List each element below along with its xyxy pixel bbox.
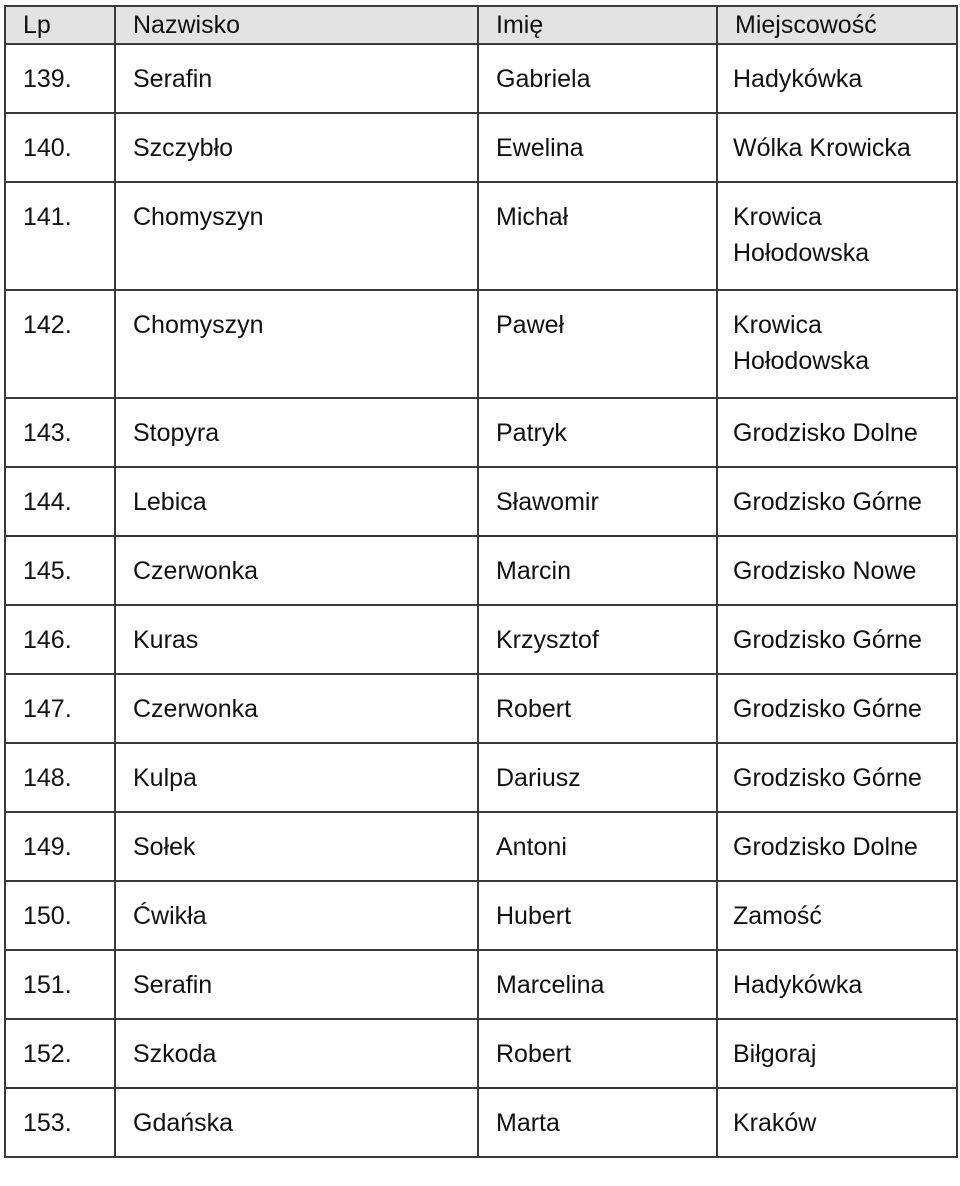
cell-nazwisko: Serafin bbox=[115, 950, 478, 1019]
cell-imie: Antoni bbox=[478, 812, 717, 881]
cell-lp: 152. bbox=[5, 1019, 115, 1088]
cell-nazwisko: Serafin bbox=[115, 44, 478, 113]
cell-imie: Patryk bbox=[478, 398, 717, 467]
cell-imie: Michał bbox=[478, 182, 717, 290]
cell-nazwisko: Gdańska bbox=[115, 1088, 478, 1157]
cell-miejscowosc: Grodzisko Górne bbox=[717, 743, 957, 812]
cell-nazwisko: Czerwonka bbox=[115, 536, 478, 605]
table-row bbox=[5, 743, 957, 812]
cell-miejscowosc: Hadykówka bbox=[717, 950, 957, 1019]
cell-imie: Paweł bbox=[478, 290, 717, 398]
cell-miejscowosc: Grodzisko Górne bbox=[717, 605, 957, 674]
cell-lp: 151. bbox=[5, 950, 115, 1019]
header-imie: Imię bbox=[478, 6, 717, 44]
cell-miejscowosc: Grodzisko Nowe bbox=[717, 536, 957, 605]
cell-miejscowosc: Biłgoraj bbox=[717, 1019, 957, 1088]
cell-lp: 146. bbox=[5, 605, 115, 674]
table-row bbox=[5, 182, 957, 290]
cell-imie: Marcin bbox=[478, 536, 717, 605]
cell-imie: Marta bbox=[478, 1088, 717, 1157]
cell-lp: 141. bbox=[5, 182, 115, 290]
cell-nazwisko: Stopyra bbox=[115, 398, 478, 467]
cell-lp: 140. bbox=[5, 113, 115, 182]
cell-miejscowosc: Hadykówka bbox=[717, 44, 957, 113]
cell-lp: 143. bbox=[5, 398, 115, 467]
cell-lp: 150. bbox=[5, 881, 115, 950]
cell-lp: 145. bbox=[5, 536, 115, 605]
cell-nazwisko: Kulpa bbox=[115, 743, 478, 812]
table-row bbox=[5, 950, 957, 1019]
cell-imie: Ewelina bbox=[478, 113, 717, 182]
cell-miejscowosc: Grodzisko Górne bbox=[717, 674, 957, 743]
cell-nazwisko: Szczybło bbox=[115, 113, 478, 182]
cell-lp: 144. bbox=[5, 467, 115, 536]
table-row bbox=[5, 536, 957, 605]
cell-imie: Sławomir bbox=[478, 467, 717, 536]
cell-nazwisko: Sołek bbox=[115, 812, 478, 881]
cell-miejscowosc: Grodzisko Górne bbox=[717, 467, 957, 536]
cell-miejscowosc: Krowica Hołodowska bbox=[717, 290, 957, 398]
table-row bbox=[5, 1088, 957, 1157]
cell-imie: Gabriela bbox=[478, 44, 717, 113]
participants-table bbox=[4, 5, 958, 1158]
table-row bbox=[5, 113, 957, 182]
cell-miejscowosc: Kraków bbox=[717, 1088, 957, 1157]
header-row bbox=[5, 6, 957, 44]
header-lp: Lp bbox=[5, 6, 115, 44]
cell-nazwisko: Chomyszyn bbox=[115, 182, 478, 290]
cell-miejscowosc: Krowica Hołodowska bbox=[717, 182, 957, 290]
table-row bbox=[5, 467, 957, 536]
cell-nazwisko: Kuras bbox=[115, 605, 478, 674]
cell-miejscowosc: Wólka Krowicka bbox=[717, 113, 957, 182]
cell-imie: Hubert bbox=[478, 881, 717, 950]
cell-miejscowosc: Zamość bbox=[717, 881, 957, 950]
table-row bbox=[5, 290, 957, 398]
table-row bbox=[5, 605, 957, 674]
table-body bbox=[5, 44, 957, 1157]
table-row bbox=[5, 881, 957, 950]
cell-nazwisko: Chomyszyn bbox=[115, 290, 478, 398]
cell-lp: 142. bbox=[5, 290, 115, 398]
table-row bbox=[5, 1019, 957, 1088]
cell-imie: Krzysztof bbox=[478, 605, 717, 674]
cell-miejscowosc: Grodzisko Dolne bbox=[717, 812, 957, 881]
cell-lp: 149. bbox=[5, 812, 115, 881]
table-row bbox=[5, 44, 957, 113]
header-miejscowosc: Miejscowość bbox=[717, 6, 957, 44]
cell-nazwisko: Szkoda bbox=[115, 1019, 478, 1088]
cell-lp: 139. bbox=[5, 44, 115, 113]
cell-lp: 153. bbox=[5, 1088, 115, 1157]
table-row bbox=[5, 812, 957, 881]
cell-imie: Marcelina bbox=[478, 950, 717, 1019]
header-nazwisko: Nazwisko bbox=[115, 6, 478, 44]
cell-lp: 148. bbox=[5, 743, 115, 812]
table-header bbox=[5, 6, 957, 44]
cell-lp: 147. bbox=[5, 674, 115, 743]
cell-imie: Robert bbox=[478, 674, 717, 743]
table-row bbox=[5, 674, 957, 743]
cell-miejscowosc: Grodzisko Dolne bbox=[717, 398, 957, 467]
cell-imie: Robert bbox=[478, 1019, 717, 1088]
cell-nazwisko: Ćwikła bbox=[115, 881, 478, 950]
cell-nazwisko: Lebica bbox=[115, 467, 478, 536]
cell-nazwisko: Czerwonka bbox=[115, 674, 478, 743]
table-row bbox=[5, 398, 957, 467]
cell-imie: Dariusz bbox=[478, 743, 717, 812]
